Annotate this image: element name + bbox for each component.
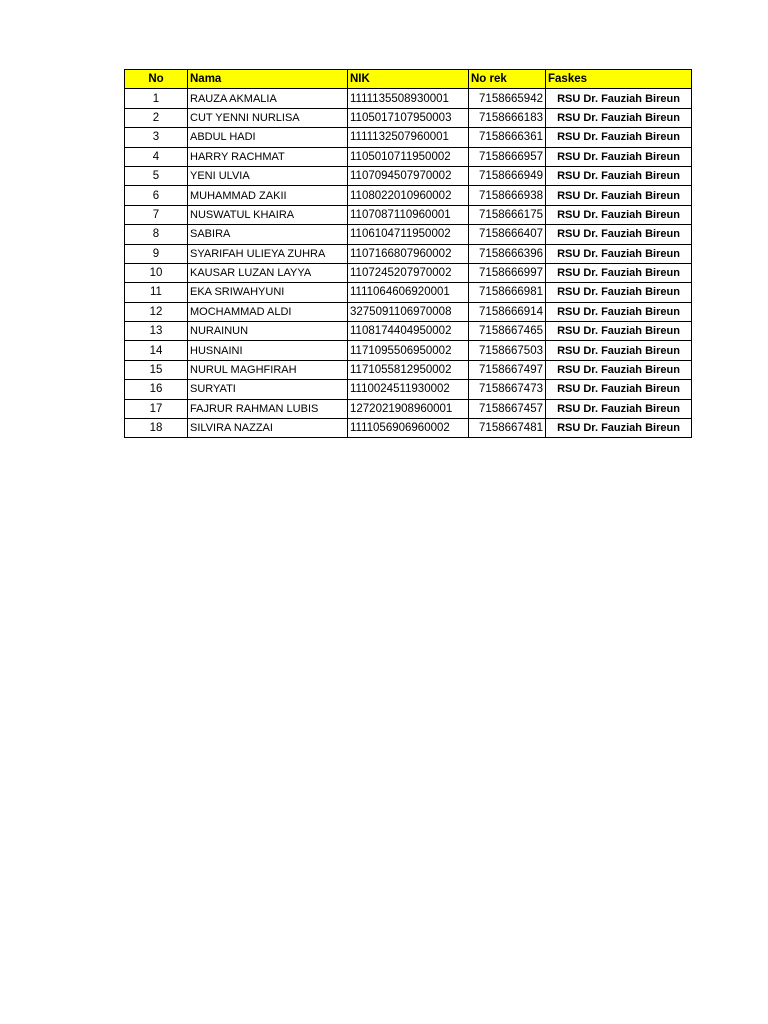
- cell-faskes: RSU Dr. Fauziah Bireun: [546, 302, 692, 321]
- cell-no: 18: [125, 419, 188, 438]
- cell-faskes: RSU Dr. Fauziah Bireun: [546, 89, 692, 108]
- cell-faskes: RSU Dr. Fauziah Bireun: [546, 380, 692, 399]
- cell-nama: NUSWATUL KHAIRA: [188, 205, 348, 224]
- cell-norek: 7158666981: [469, 283, 546, 302]
- cell-nama: FAJRUR RAHMAN LUBIS: [188, 399, 348, 418]
- cell-faskes: RSU Dr. Fauziah Bireun: [546, 128, 692, 147]
- cell-norek: 7158666175: [469, 205, 546, 224]
- cell-nama: RAUZA AKMALIA: [188, 89, 348, 108]
- table-row: [125, 263, 692, 282]
- cell-nik: 1272021908960001: [348, 399, 469, 418]
- cell-nama: SABIRA: [188, 225, 348, 244]
- cell-faskes: RSU Dr. Fauziah Bireun: [546, 108, 692, 127]
- table-row: [125, 380, 692, 399]
- cell-no: 14: [125, 341, 188, 360]
- table-body: [125, 89, 692, 438]
- header-row: [125, 70, 692, 89]
- cell-no: 4: [125, 147, 188, 166]
- cell-nik: 1171095506950002: [348, 341, 469, 360]
- cell-faskes: RSU Dr. Fauziah Bireun: [546, 186, 692, 205]
- cell-nik: 3275091106970008: [348, 302, 469, 321]
- cell-nik: 1107094507970002: [348, 166, 469, 185]
- table-row: [125, 166, 692, 185]
- table-row: [125, 283, 692, 302]
- cell-nama: SYARIFAH ULIEYA ZUHRA: [188, 244, 348, 263]
- cell-no: 10: [125, 263, 188, 282]
- cell-no: 1: [125, 89, 188, 108]
- cell-norek: 7158667465: [469, 322, 546, 341]
- cell-faskes: RSU Dr. Fauziah Bireun: [546, 322, 692, 341]
- header-nik: NIK: [348, 70, 469, 89]
- table-row: [125, 360, 692, 379]
- header-nama: Nama: [188, 70, 348, 89]
- cell-norek: 7158666407: [469, 225, 546, 244]
- cell-faskes: RSU Dr. Fauziah Bireun: [546, 205, 692, 224]
- cell-nik: 1111135508930001: [348, 89, 469, 108]
- cell-faskes: RSU Dr. Fauziah Bireun: [546, 147, 692, 166]
- cell-nik: 1105017107950003: [348, 108, 469, 127]
- cell-no: 5: [125, 166, 188, 185]
- cell-norek: 7158666914: [469, 302, 546, 321]
- cell-nik: 1106104711950002: [348, 225, 469, 244]
- header-faskes: Faskes: [546, 70, 692, 89]
- cell-no: 15: [125, 360, 188, 379]
- cell-nik: 1111132507960001: [348, 128, 469, 147]
- cell-no: 6: [125, 186, 188, 205]
- cell-nama: ABDUL HADI: [188, 128, 348, 147]
- cell-faskes: RSU Dr. Fauziah Bireun: [546, 263, 692, 282]
- cell-norek: 7158667481: [469, 419, 546, 438]
- header-norek: No rek: [469, 70, 546, 89]
- table-header: [125, 70, 692, 89]
- cell-no: 13: [125, 322, 188, 341]
- table-row: [125, 302, 692, 321]
- cell-nama: MUHAMMAD ZAKII: [188, 186, 348, 205]
- cell-no: 16: [125, 380, 188, 399]
- data-table: [124, 69, 692, 438]
- cell-norek: 7158666361: [469, 128, 546, 147]
- cell-nama: NURUL MAGHFIRAH: [188, 360, 348, 379]
- cell-faskes: RSU Dr. Fauziah Bireun: [546, 225, 692, 244]
- table-row: [125, 341, 692, 360]
- table-row: [125, 128, 692, 147]
- cell-norek: 7158667497: [469, 360, 546, 379]
- cell-nik: 1107087110960001: [348, 205, 469, 224]
- cell-nik: 1107166807960002: [348, 244, 469, 263]
- table-row: [125, 186, 692, 205]
- cell-no: 3: [125, 128, 188, 147]
- cell-nama: CUT YENNI NURLISA: [188, 108, 348, 127]
- table-row: [125, 147, 692, 166]
- cell-faskes: RSU Dr. Fauziah Bireun: [546, 419, 692, 438]
- cell-faskes: RSU Dr. Fauziah Bireun: [546, 360, 692, 379]
- cell-faskes: RSU Dr. Fauziah Bireun: [546, 399, 692, 418]
- table-row: [125, 225, 692, 244]
- cell-nama: SILVIRA NAZZAI: [188, 419, 348, 438]
- table-row: [125, 419, 692, 438]
- cell-no: 8: [125, 225, 188, 244]
- cell-no: 11: [125, 283, 188, 302]
- cell-nama: KAUSAR LUZAN LAYYA: [188, 263, 348, 282]
- cell-no: 9: [125, 244, 188, 263]
- header-no: No: [125, 70, 188, 89]
- cell-nik: 1108022010960002: [348, 186, 469, 205]
- cell-no: 17: [125, 399, 188, 418]
- cell-nik: 1108174404950002: [348, 322, 469, 341]
- cell-nik: 1105010711950002: [348, 147, 469, 166]
- cell-no: 2: [125, 108, 188, 127]
- cell-no: 12: [125, 302, 188, 321]
- cell-nama: HARRY RACHMAT: [188, 147, 348, 166]
- cell-nama: EKA SRIWAHYUNI: [188, 283, 348, 302]
- cell-nik: 1111056906960002: [348, 419, 469, 438]
- cell-nik: 1111064606920001: [348, 283, 469, 302]
- cell-norek: 7158667457: [469, 399, 546, 418]
- cell-nama: SURYATI: [188, 380, 348, 399]
- cell-faskes: RSU Dr. Fauziah Bireun: [546, 283, 692, 302]
- cell-norek: 7158665942: [469, 89, 546, 108]
- cell-nama: NURAINUN: [188, 322, 348, 341]
- cell-norek: 7158666997: [469, 263, 546, 282]
- cell-nama: HUSNAINI: [188, 341, 348, 360]
- cell-norek: 7158666396: [469, 244, 546, 263]
- cell-norek: 7158666957: [469, 147, 546, 166]
- table-row: [125, 108, 692, 127]
- cell-norek: 7158666183: [469, 108, 546, 127]
- cell-norek: 7158666938: [469, 186, 546, 205]
- cell-faskes: RSU Dr. Fauziah Bireun: [546, 166, 692, 185]
- table-row: [125, 399, 692, 418]
- table-row: [125, 322, 692, 341]
- cell-norek: 7158667473: [469, 380, 546, 399]
- cell-nik: 1110024511930002: [348, 380, 469, 399]
- table-row: [125, 244, 692, 263]
- table-row: [125, 89, 692, 108]
- cell-nama: MOCHAMMAD ALDI: [188, 302, 348, 321]
- cell-nama: YENI ULVIA: [188, 166, 348, 185]
- table-row: [125, 205, 692, 224]
- cell-no: 7: [125, 205, 188, 224]
- cell-faskes: RSU Dr. Fauziah Bireun: [546, 244, 692, 263]
- cell-faskes: RSU Dr. Fauziah Bireun: [546, 341, 692, 360]
- cell-nik: 1171055812950002: [348, 360, 469, 379]
- cell-norek: 7158666949: [469, 166, 546, 185]
- cell-nik: 1107245207970002: [348, 263, 469, 282]
- cell-norek: 7158667503: [469, 341, 546, 360]
